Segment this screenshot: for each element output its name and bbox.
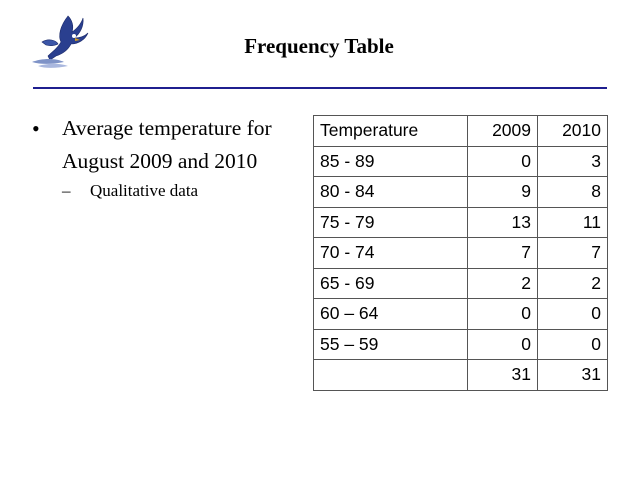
slide-title: Frequency Table [244, 34, 394, 58]
table-cell-range: 60 – 64 [314, 299, 468, 330]
table-row [314, 146, 608, 177]
sub-bullet-marker: – [62, 181, 71, 200]
table-cell-range: 70 - 74 [314, 238, 468, 269]
table-cell-range: 75 - 79 [314, 207, 468, 238]
column-header-temperature: Temperature [314, 116, 468, 147]
table-row [314, 207, 608, 238]
table-cell-2010: 11 [538, 207, 608, 238]
bullet-text: Average temperature for August 2009 and 2010 [62, 116, 272, 173]
table-row [314, 329, 608, 360]
table-row [314, 238, 608, 269]
table-row [314, 177, 608, 208]
table-cell-2009: 9 [468, 177, 538, 208]
table-total-row [314, 360, 608, 391]
frequency-table [313, 115, 608, 391]
table-cell-2009: 0 [468, 299, 538, 330]
table-cell-2009: 13 [468, 207, 538, 238]
column-header-2009: 2009 [468, 116, 538, 147]
bullet-list [32, 112, 302, 204]
table-cell-2010: 2 [538, 268, 608, 299]
table-cell-2009: 0 [468, 329, 538, 360]
sub-bullet-text: Qualitative data [90, 181, 199, 200]
table-cell-2010: 3 [538, 146, 608, 177]
table-cell-2010: 0 [538, 329, 608, 360]
column-header-2010: 2010 [538, 116, 608, 147]
table-cell-total-2009: 31 [468, 360, 538, 391]
bullet-item [32, 112, 302, 178]
table-cell-2010: 7 [538, 238, 608, 269]
bullet-marker: • [32, 116, 40, 141]
sub-bullet-item [62, 178, 302, 204]
table-cell-2009: 2 [468, 268, 538, 299]
table-row [314, 299, 608, 330]
table-cell-range: 55 – 59 [314, 329, 468, 360]
table-cell-range: 65 - 69 [314, 268, 468, 299]
table-row [314, 268, 608, 299]
table-cell-2010: 0 [538, 299, 608, 330]
table-cell-range: 80 - 84 [314, 177, 468, 208]
table-header-row [314, 116, 608, 147]
table-cell-range: 85 - 89 [314, 146, 468, 177]
table-cell-2009: 0 [468, 146, 538, 177]
table-cell-2009: 7 [468, 238, 538, 269]
title-divider [33, 87, 607, 89]
table-cell-total-2010: 31 [538, 360, 608, 391]
table-cell-2010: 8 [538, 177, 608, 208]
table-cell-range [314, 360, 468, 391]
